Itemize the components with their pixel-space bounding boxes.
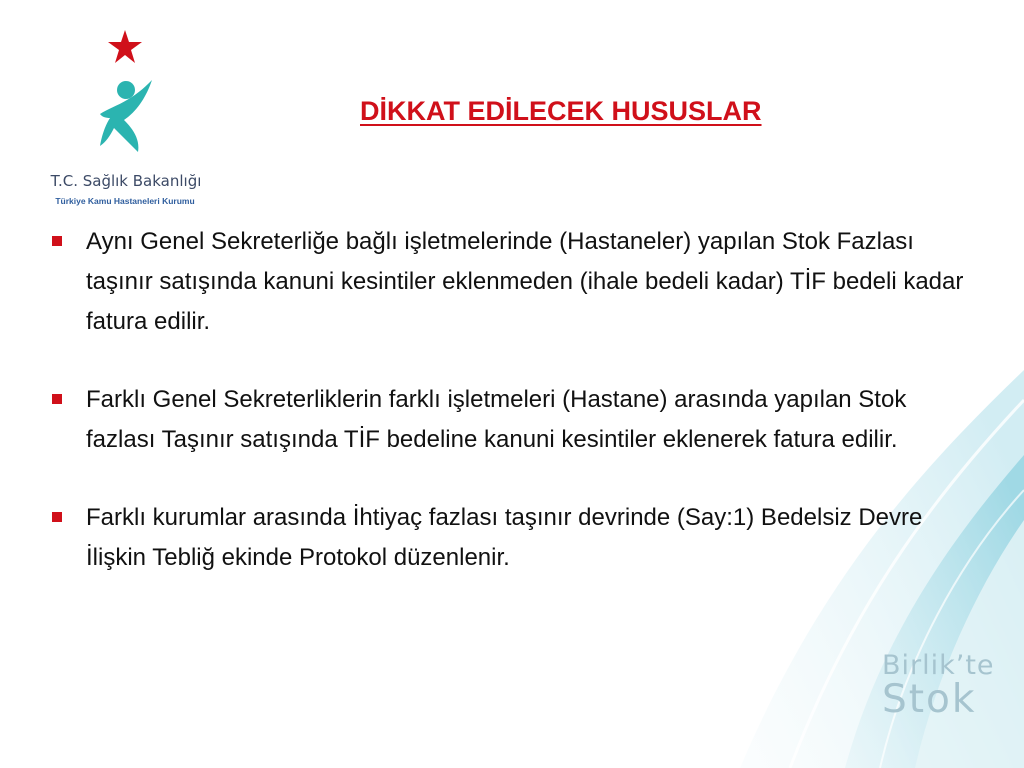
bullet-item <box>46 222 966 342</box>
crescent-star-icon <box>30 28 220 173</box>
square-bullet-icon <box>52 394 62 404</box>
brand-watermark <box>882 650 995 722</box>
ministry-logo <box>30 28 220 213</box>
bullet-text: Farklı Genel Sekreterliklerin farklı işletmeleri (Hastane) arasında yapılan Stok fazlası Taşınır satışında TİF bedeline kanuni kesintiler eklenerek fatura edilir. <box>86 386 907 453</box>
brand-line-1: Birlik’te <box>882 650 995 681</box>
brand-line-2: Stok <box>882 677 977 722</box>
logo-organization-name: T.C. Sağlık Bakanlığı <box>50 172 202 190</box>
bullet-text: Farklı kurumlar arasında İhtiyaç fazlası taşınır devrinde (Say:1) Bedelsiz Devre İlişkin Tebliğ ekinde Protokol düzenlenir. <box>86 504 923 571</box>
square-bullet-icon <box>52 236 62 246</box>
slide-title: DİKKAT EDİLECEK HUSUSLAR <box>360 96 762 126</box>
square-bullet-icon <box>52 512 62 522</box>
bullet-item <box>46 380 966 460</box>
bullet-text: Aynı Genel Sekreterliğe bağlı işletmelerinde (Hastaneler) yapılan Stok Fazlası taşınır satışında kanuni kesintiler eklenmeden (ihale bedeli kadar) TİF bedeli kadar fatura edilir. <box>86 228 964 335</box>
bullet-list <box>46 222 966 616</box>
logo-organization-subtitle: Türkiye Kamu Hastaneleri Kurumu <box>55 196 195 206</box>
bullet-item <box>46 498 966 578</box>
